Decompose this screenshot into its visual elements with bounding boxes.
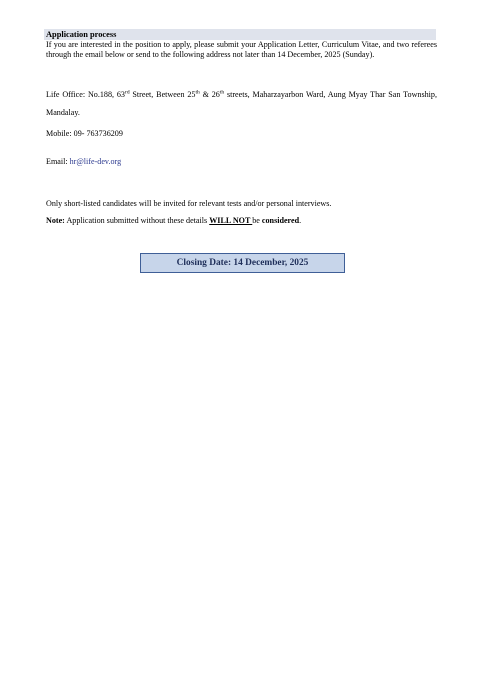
note-text: be: [252, 216, 262, 225]
note-emphasis: WILL NOT: [209, 216, 253, 225]
section-heading: Application process: [46, 30, 117, 39]
email-line: [46, 156, 121, 167]
note-text: Application submitted without these details: [64, 216, 210, 225]
closing-date-text: Closing Date: 14 December, 2025: [176, 258, 309, 268]
note-line: [46, 215, 301, 226]
address-text: streets, Maharzayarbon Ward, Aung Myay Thar San Township, Mandalay.: [46, 90, 437, 117]
address-text: Life Office: No.188, 63: [46, 90, 125, 99]
closing-date-box: [140, 253, 345, 273]
address-text: Street, Between 25: [129, 90, 196, 99]
intro-paragraph: If you are interested in the position to apply, please submit your Application Letter, Curriculum Vitae, and two referees through the email below or send to the following address not later than 14 December, 2025 (Sunday).: [46, 40, 437, 60]
address-superscript: th: [195, 89, 200, 96]
email-label: Email:: [46, 157, 70, 166]
mobile-number: Mobile: 09- 763736209: [46, 129, 123, 138]
address-text: & 26: [199, 90, 220, 99]
note-label: Note:: [46, 216, 65, 225]
note-bold-end: considered: [261, 216, 300, 225]
office-address: [46, 86, 437, 121]
email-link[interactable]: hr@life-dev.org: [69, 157, 122, 166]
address-superscript: th: [219, 89, 225, 96]
note-period: .: [299, 216, 302, 225]
shortlist-notice: Only short-listed candidates will be invited for relevant tests and/or personal interviews.: [46, 199, 332, 208]
address-superscript: rd: [124, 89, 130, 96]
